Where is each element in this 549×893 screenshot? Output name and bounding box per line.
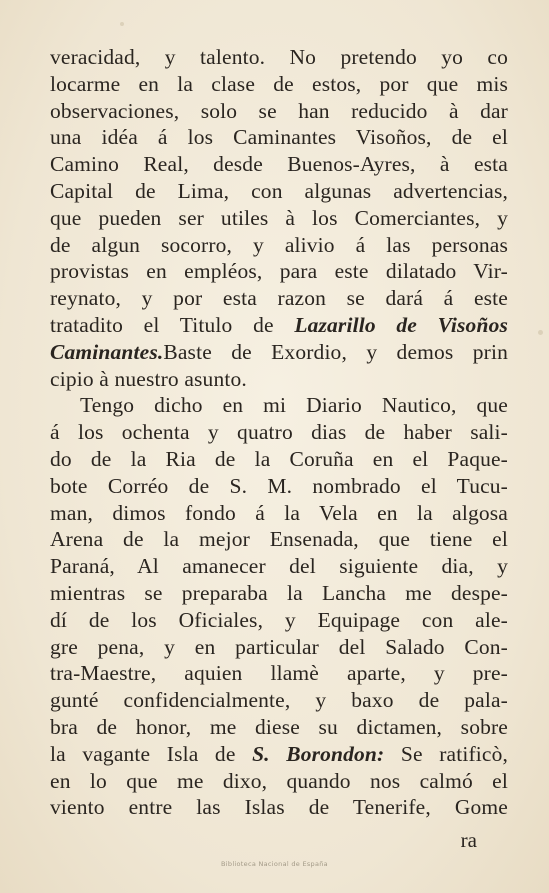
island-name-italic: S. Borondon: [252,741,385,766]
text-fragment: tratadito el Titulo de [50,312,274,337]
text-line: Capital de Lima, con algunas advertencias, [50,178,508,203]
paragraph-first-line: Tengo dicho en mi Diario Nautico, que [80,393,508,418]
text-line: de algun socorro, y alivio á las personas [50,232,508,257]
text-line: locarme en la clase de estos, por que mis [50,71,508,96]
text-line: Camino Real, desde Buenos-Ayres, à esta [50,152,508,177]
text-fragment: Baste de Exordio, y demos prin [163,339,508,364]
text-line: gunté confidencialmente, y baxo de pala- [50,688,508,713]
text-fragment: Se ratificò, [400,741,509,766]
text-line: que pueden ser utiles à los Comerciantes, y [50,205,508,230]
text-line: bote Corréo de S. M. nombrado el Tucu- [50,473,508,498]
book-title-italic: Lazarillo de Visoños [294,312,508,337]
text-line: bra de honor, me diese su dictamen, sobre [50,714,508,739]
text-line: á los ochenta y quatro dias de haber sali- [50,420,508,445]
text-line: tra-Maestre, aquien llamè aparte, y pre- [50,661,508,686]
text-line: una idéa á los Caminantes Visoños, de el [50,125,508,150]
paper-stain [120,22,124,26]
text-line [50,741,508,768]
text-line [50,312,508,339]
text-line: viento entre las Islas de Tenerife, Gome [50,795,508,820]
text-line: observaciones, solo se han reducido à dar [50,98,508,123]
text-line: man, dimos fondo á la Vela en la algosa [50,500,508,525]
text-line: dí de los Oficiales, y Equipage con ale- [50,607,508,632]
text-line: veracidad, y talento. No pretendo yo co [50,45,508,69]
library-watermark: Biblioteca Nacional de España [221,860,328,868]
text-line: en lo que me dixo, quando nos calmó el [50,768,508,793]
text-line: do de la Ria de la Coruña en el Paque- [50,446,508,471]
paper-stain [538,330,543,335]
text-line: reynato, y por esta razon se dará á este [50,286,508,311]
text-line: gre pena, y en particular del Salado Con- [50,634,508,659]
text-line: Arena de la mejor Ensenada, que tiene el [50,527,508,552]
body-text [50,44,508,821]
text-line: cipio à nuestro asunto. [50,366,247,391]
text-line: Paraná, Al amanecer del siguiente dia, y [50,554,508,579]
text-line [50,339,508,366]
text-line: provistas en empléos, para este dilatado Vir- [50,259,508,284]
book-title-italic-cont: Caminantes. [50,339,164,364]
text-line: mientras se preparaba la Lancha me despe- [50,580,508,605]
catchword: ra [460,828,477,852]
text-fragment: la vagante Isla de [50,741,236,766]
